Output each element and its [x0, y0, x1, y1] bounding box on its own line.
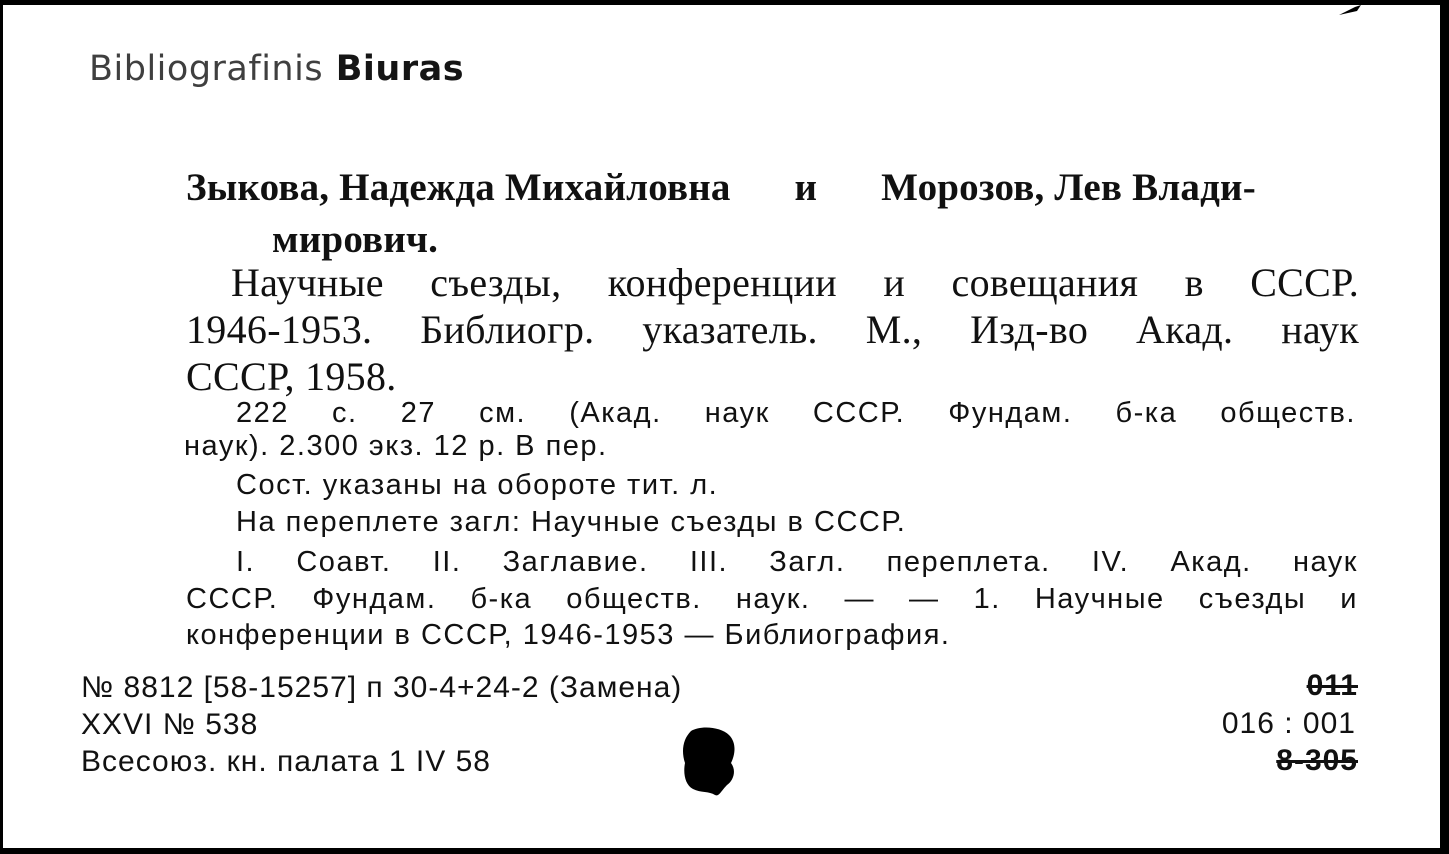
author-1: Зыкова, Надежда Михайловна — [186, 166, 731, 209]
corner-mark-icon — [1339, 5, 1361, 19]
footer-left-line-2: XXVI № 538 — [81, 708, 259, 741]
description-line-4: На переплете загл: Научные съезды в СССР. — [236, 506, 907, 538]
stamp-prefix: Bibliografinis — [89, 49, 324, 89]
stamp-text — [89, 49, 464, 89]
title-line-3: СССР, 1958. — [186, 354, 397, 399]
footer-left-line-1: № 8812 [58-15257] п 30-4+24-2 (Замена) — [81, 671, 683, 704]
ink-blot-icon — [681, 725, 737, 797]
footer-right-line-2: 016 : 001 — [1221, 707, 1356, 740]
authors-line-1 — [186, 165, 1346, 210]
footer-left-line-3: Всесоюз. кн. палата 1 IV 58 — [81, 745, 491, 778]
authors-conjunction: и — [794, 166, 818, 209]
title-line-1: Научные съезды, конференции и совещания в СССР. — [231, 260, 1359, 305]
description-line-1: 222 с. 27 см. (Акад. наук СССР. Фундам. б-ка обществ. — [236, 397, 1356, 429]
description-line-5: I. Соавт. II. Заглавие. III. Загл. переплета. IV. Акад. наук — [236, 546, 1358, 578]
footer-right-line-3: 8-305 — [1276, 744, 1358, 777]
description-line-3: Сост. указаны на обороте тит. л. — [236, 469, 719, 501]
description-line-6: СССР. Фундам. б-ка обществ. наук. — — 1. Научные съезды и — [186, 583, 1358, 615]
footer-right-line-1: 011 — [1306, 669, 1358, 702]
description-line-2: наук). 2.300 экз. 12 р. В пер. — [184, 430, 608, 462]
authors-line-2: мирович. — [272, 218, 439, 261]
stamp-suffix: Biuras — [335, 49, 465, 89]
author-2: Морозов, Лев Влади- — [881, 166, 1256, 209]
title-line-2: 1946-1953. Библиогр. указатель. М., Изд-во Акад. наук — [186, 307, 1359, 352]
description-line-7: конференции в СССР, 1946-1953 — Библиография. — [186, 619, 951, 651]
